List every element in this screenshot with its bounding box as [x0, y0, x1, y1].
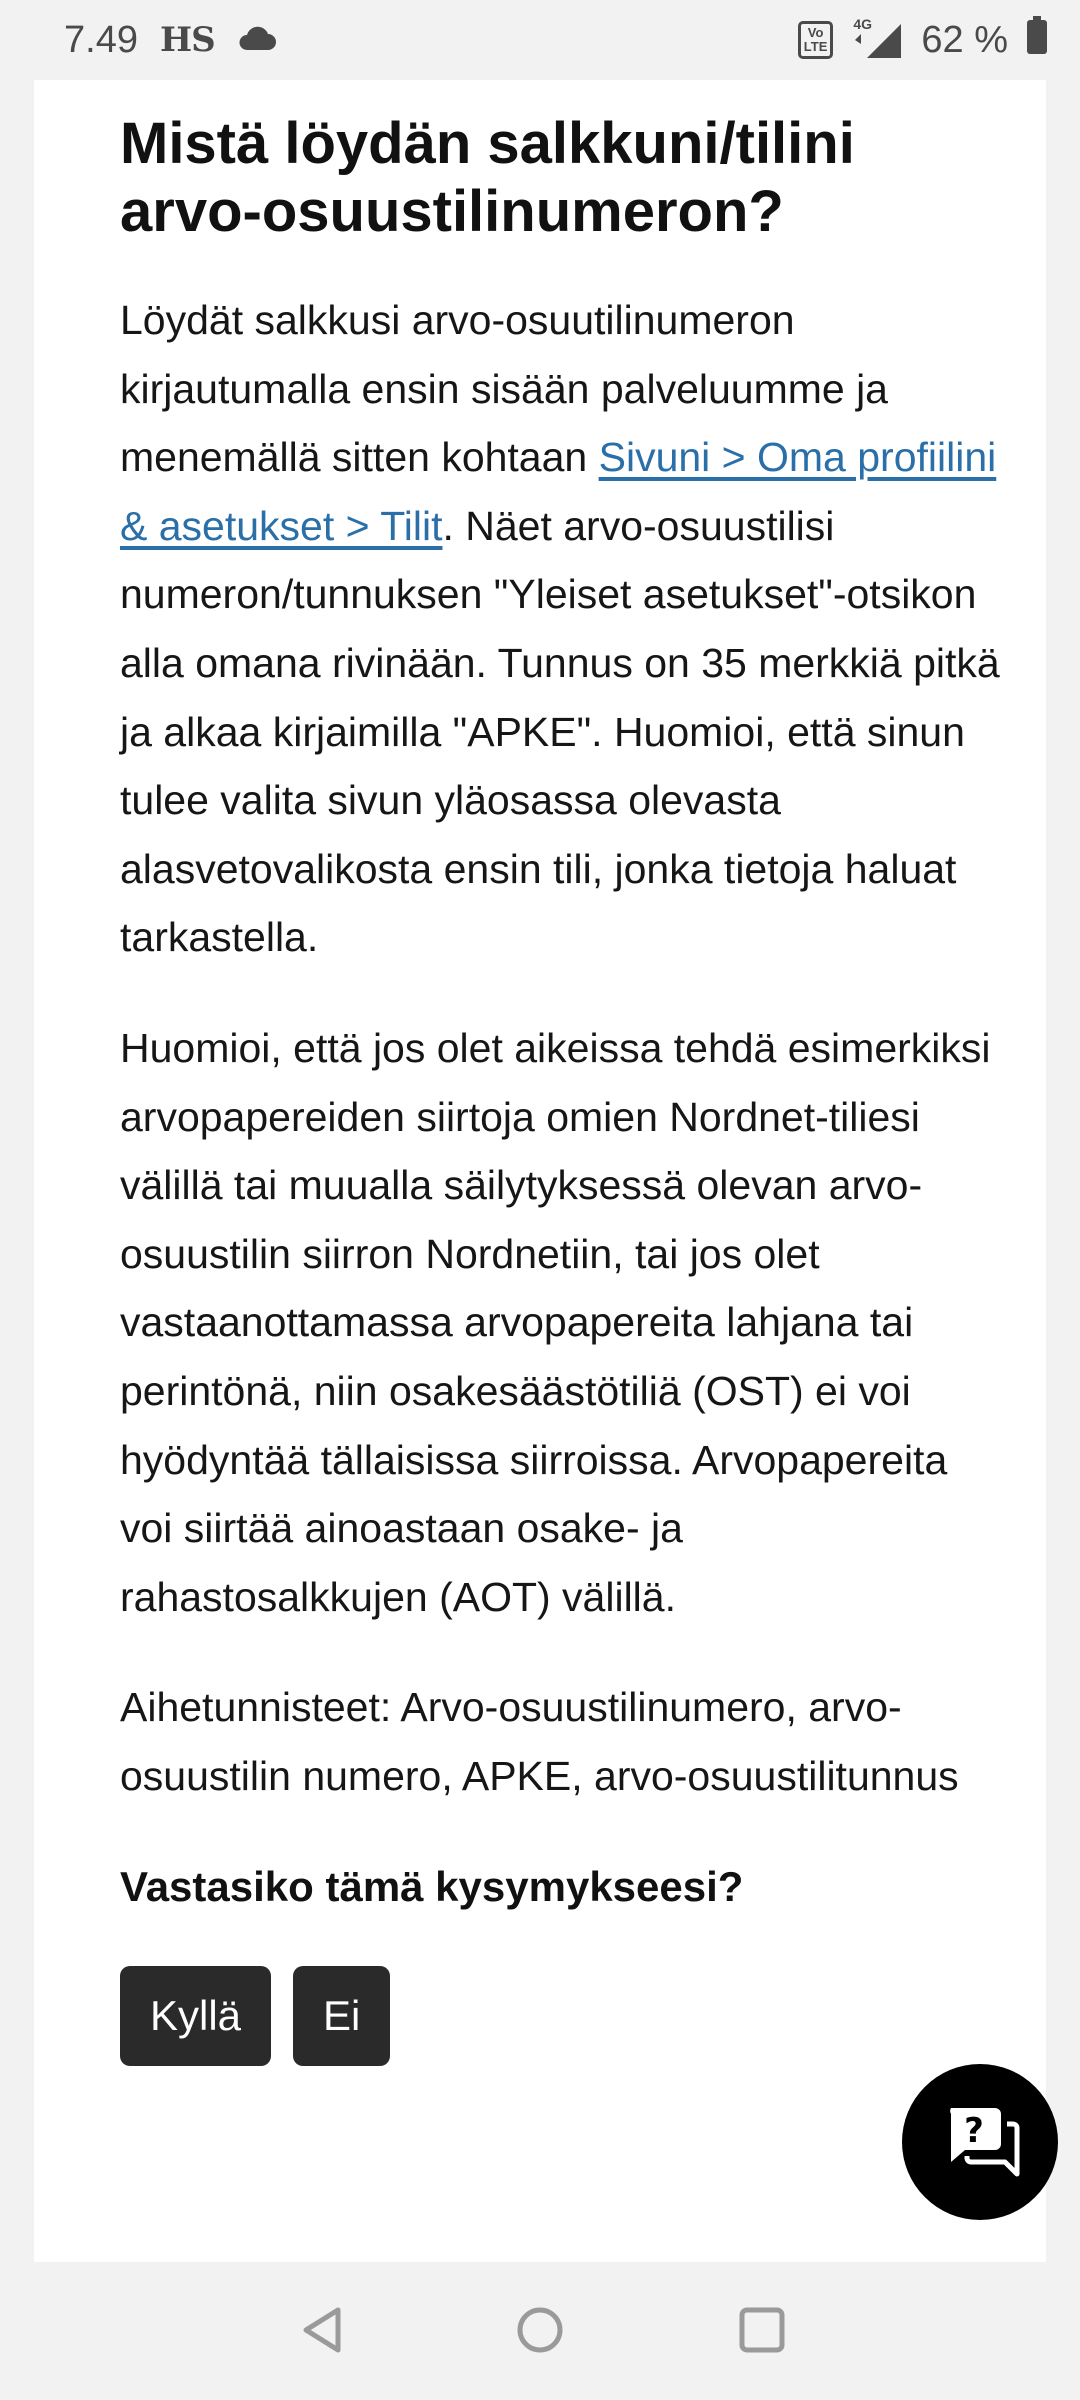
signal-icon	[851, 16, 903, 60]
back-icon	[300, 2305, 344, 2360]
article-tags: Aihetunnisteet: Arvo-osuustilinumero, arvo-osuustilin numero, APKE, arvo-osuustilitunnus	[120, 1684, 959, 1799]
volte-icon	[798, 21, 834, 59]
paragraph-1-end: . Näet arvo-osuustilisi numeron/tunnuksen "Yleiset asetukset"-otsikon alla omana rivinään. Tunnus on 35 merkkiä pitkä ja alkaa kirjaimilla "APKE". Huomioi, että sinun tulee valita sivun yläosassa olevasta alasvetovalikosta ensin tili, jonka tietoja haluat tarkastella.	[120, 502, 1000, 961]
nav-home-button[interactable]	[508, 2300, 572, 2364]
article-card	[34, 80, 1046, 2262]
svg-text:?: ?	[964, 2110, 984, 2151]
article-title: Mistä löydän salkkuni/tilini arvo-osuustilinumeron?	[120, 111, 855, 244]
article-paragraph-1	[120, 286, 1000, 972]
system-nav-bar	[0, 2262, 1080, 2400]
hs-app-badge: HS	[159, 20, 215, 60]
network-type: 4G	[853, 16, 873, 32]
battery-icon	[1026, 15, 1048, 65]
article-content	[120, 110, 1000, 2066]
status-time: 7.49	[64, 18, 138, 61]
feedback-yes-button[interactable]: Kyllä	[120, 1966, 271, 2066]
status-left	[64, 19, 277, 62]
cloud-icon	[237, 19, 277, 62]
chat-question-icon	[937, 2100, 1023, 2185]
status-bar	[0, 0, 1080, 80]
nav-recents-button[interactable]	[730, 2300, 794, 2364]
help-chat-button[interactable]	[902, 2064, 1058, 2220]
article-paragraph-2: Huomioi, että jos olet aikeissa tehdä esimerkiksi arvopapereiden siirtoja omien Nordnet-tiliesi välillä tai muualla säilytyksessä olevan arvo-osuustilin siirron Nordnetiin, tai jos olet vastaanottamassa arvopapereita lahjana tai perintönä, niin osakesäästötiliä (OST) ei voi hyödyntää tällaisissa siirroissa. Arvopapereita voi siirtää ainoastaan osake- ja rahastosalkkujen (AOT) välillä.	[120, 1024, 991, 1620]
status-right	[798, 15, 1048, 65]
battery-percent: 62 %	[921, 18, 1008, 61]
volte-line1: Vo	[807, 25, 824, 40]
nav-back-button[interactable]	[290, 2300, 354, 2364]
volte-line2: LTE	[803, 39, 828, 54]
settings-path-link[interactable]: Sivuni > Oma profiilini & asetukset > Tilit	[120, 434, 997, 549]
home-icon	[515, 2305, 565, 2360]
feedback-question: Vastasiko tämä kysymykseesi?	[120, 1863, 744, 1911]
recents-icon	[738, 2306, 786, 2359]
feedback-no-button[interactable]: Ei	[293, 1966, 390, 2066]
feedback-buttons	[120, 1966, 1000, 2066]
paragraph-1-start: Löydät salkkusi arvo-osuutilinumeron kirjautumalla ensin sisään palveluumme ja menemällä sitten kohtaan	[120, 297, 888, 481]
